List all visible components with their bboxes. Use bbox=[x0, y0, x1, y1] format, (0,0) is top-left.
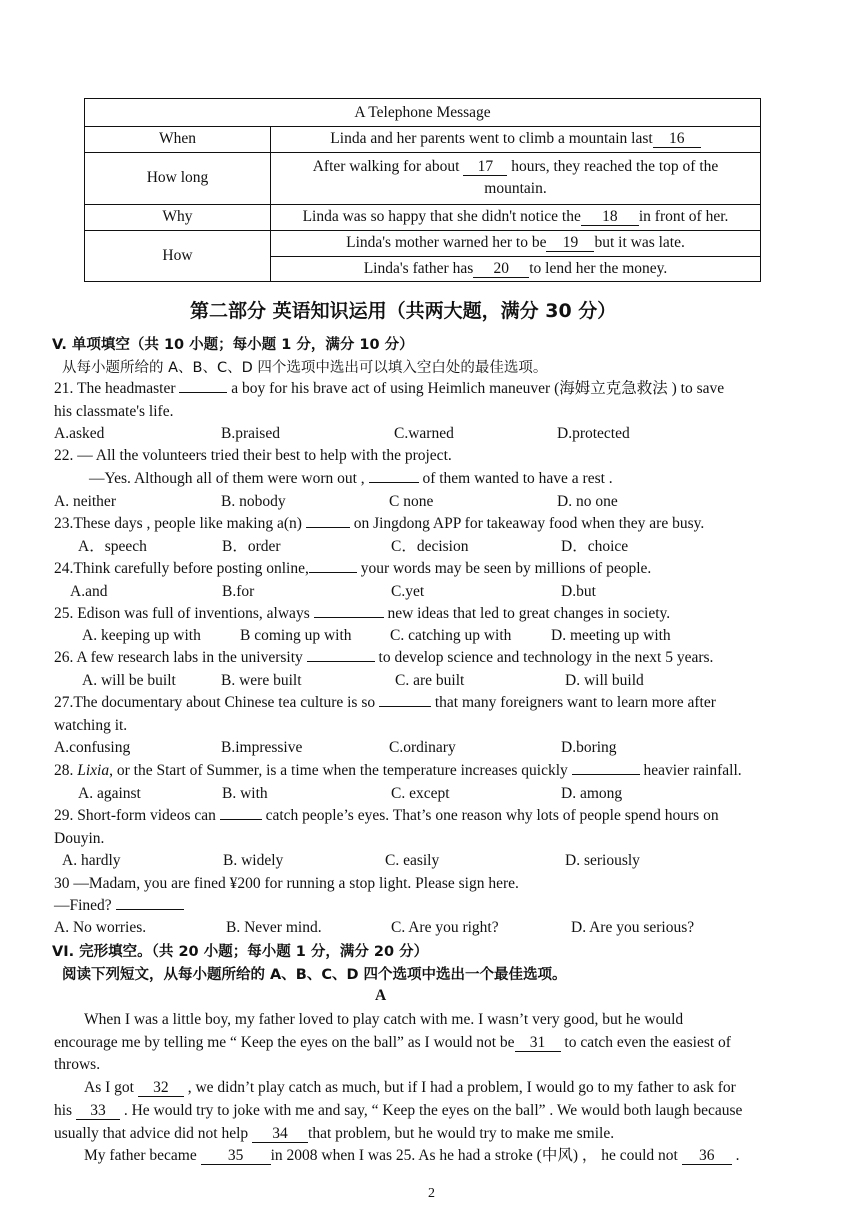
passage-line: usually that advice did not help 34 that problem, but he would try to make me smile. bbox=[54, 1125, 615, 1142]
question-29-stem: 29. Short-form videos can catch people’s eyes. That’s one reason why lots of people spend hours on bbox=[54, 807, 719, 824]
blank-16: 16 bbox=[653, 130, 701, 148]
q26-option-c: C. are built bbox=[395, 672, 465, 689]
table-cell: Linda and her parents went to climb a mountain last 16 bbox=[271, 126, 760, 152]
question-26-stem: 26. A few research labs in the university to develop science and technology in the next 5 years. bbox=[54, 649, 714, 666]
q29-option-c: C. easily bbox=[385, 852, 440, 869]
q27-option-d: D.boring bbox=[561, 739, 617, 756]
q24-option-c: C.yet bbox=[391, 583, 425, 600]
blank bbox=[116, 909, 184, 910]
question-23-stem: 23.These days , people like making a(n) on Jingdong APP for takeaway food when they are busy. bbox=[54, 515, 705, 532]
passage-line: encourage me by telling me “ Keep the eyes on the ball” as I would not be 31 to catch even the easiest of bbox=[54, 1034, 731, 1051]
question-29-stem-cont: Douyin. bbox=[54, 830, 105, 847]
question-22-stem-cont: —Yes. Although all of them were worn out , of them wanted to have a rest . bbox=[89, 470, 613, 487]
question-24-stem: 24.Think carefully before posting online, your words may be seen by millions of people. bbox=[54, 560, 652, 577]
blank bbox=[179, 392, 227, 393]
q21-option-b: B.praised bbox=[221, 425, 280, 442]
passage-line: his 33 . He would try to joke with me and say, “ Keep the eyes on the ball” . We would both laugh because bbox=[54, 1102, 743, 1119]
q27-option-b: B.impressive bbox=[221, 739, 303, 756]
q24-option-a: A.and bbox=[70, 583, 108, 600]
q26-option-a: A. will be built bbox=[82, 672, 176, 689]
q28-option-b: B. with bbox=[222, 785, 268, 802]
blank-32: 32 bbox=[138, 1079, 184, 1097]
blank bbox=[379, 706, 431, 707]
blank-35: 35 bbox=[201, 1147, 271, 1165]
blank-20: 20 bbox=[473, 260, 529, 278]
q27-option-a: A.confusing bbox=[54, 739, 131, 756]
table-row-label: How long bbox=[146, 169, 209, 186]
q23-option-b: B．order bbox=[222, 538, 281, 555]
blank-18: 18 bbox=[581, 208, 639, 226]
q29-option-a: A. hardly bbox=[62, 852, 121, 869]
passage-line: When I was a little boy, my father loved to play catch with me. I wasn’t very good, but he would bbox=[84, 1011, 684, 1028]
question-25-stem: 25. Edison was full of inventions, always new ideas that led to great changes in society. bbox=[54, 605, 671, 622]
q21-option-a: A.asked bbox=[54, 425, 105, 442]
blank-31: 31 bbox=[515, 1034, 561, 1052]
question-22-stem: 22. — All the volunteers tried their best to help with the project. bbox=[54, 447, 452, 464]
q23-option-a: A．speech bbox=[78, 538, 147, 555]
passage-line: throws. bbox=[54, 1056, 101, 1073]
q30-option-c: C. Are you right? bbox=[391, 919, 499, 936]
section6-instruction: 阅读下列短文，从每小题所给的 A、B、C、D 四个选项中选出一个最佳选项。 bbox=[62, 967, 567, 983]
question-21-stem-cont: his classmate's life. bbox=[54, 403, 174, 420]
q28-option-c: C. except bbox=[391, 785, 450, 802]
q25-option-b: B coming up with bbox=[240, 627, 352, 644]
question-21-stem: 21. The headmaster a boy for his brave act of using Heimlich maneuver (海姆立克急救法 ) to save bbox=[54, 380, 725, 397]
q26-option-b: B. were built bbox=[221, 672, 302, 689]
q22-option-c: C none bbox=[389, 493, 434, 510]
table-row-label: Why bbox=[162, 208, 193, 225]
table-cell: After walking for about 17 hours, they reached the top of the mountain. bbox=[312, 158, 719, 197]
table-row-label: When bbox=[158, 130, 196, 147]
q28-option-a: A. against bbox=[78, 785, 141, 802]
telephone-message-table bbox=[84, 98, 761, 282]
q21-option-d: D.protected bbox=[557, 425, 630, 442]
q22-option-b: B. nobody bbox=[221, 493, 286, 510]
q25-option-d: D. meeting up with bbox=[551, 627, 671, 644]
blank-36: 36 bbox=[682, 1147, 732, 1165]
q30-option-b: B. Never mind. bbox=[226, 919, 322, 936]
question-30-stem: 30 —Madam, you are fined ¥200 for running a stop light. Please sign here. bbox=[54, 875, 519, 892]
passage-label: A bbox=[375, 987, 387, 1004]
q29-option-d: D. seriously bbox=[565, 852, 640, 869]
q30-option-d: D. Are you serious? bbox=[571, 919, 695, 936]
question-30-stem-cont: —Fined? bbox=[54, 896, 184, 916]
blank bbox=[314, 617, 384, 618]
q30-option-a: A. No worries. bbox=[54, 919, 147, 936]
blank-33: 33 bbox=[76, 1102, 120, 1120]
q25-option-c: C. catching up with bbox=[390, 627, 512, 644]
blank bbox=[306, 527, 350, 528]
q22-option-a: A. neither bbox=[54, 493, 116, 510]
passage-line: My father became 35 in 2008 when I was 25. As he had a stroke (中风) ， he could not 36 . bbox=[84, 1147, 740, 1164]
part2-title: 第二部分 英语知识运用（共两大题，满分 30 分） bbox=[190, 300, 617, 322]
passage-line: As I got 32 , we didn’t play catch as much, but if I had a problem, I would go to my father to ask for bbox=[84, 1079, 736, 1096]
q26-option-d: D. will build bbox=[565, 672, 644, 689]
q23-option-d: D．choice bbox=[561, 538, 629, 555]
q24-option-b: B.for bbox=[222, 583, 255, 600]
q29-option-b: B. widely bbox=[223, 852, 284, 869]
blank-19: 19 bbox=[546, 234, 594, 252]
q25-option-a: A. keeping up with bbox=[82, 627, 201, 644]
q23-option-c: C．decision bbox=[391, 538, 469, 555]
table-cell: Linda's father has 20 to lend her the money. bbox=[363, 260, 668, 277]
question-27-stem: 27.The documentary about Chinese tea culture is so that many foreigners want to learn more after bbox=[54, 694, 716, 711]
q24-option-d: D.but bbox=[561, 583, 596, 600]
blank bbox=[369, 482, 419, 483]
page-number: 2 bbox=[428, 1186, 435, 1201]
q21-option-c: C.warned bbox=[394, 425, 454, 442]
blank bbox=[572, 774, 640, 775]
blank bbox=[309, 572, 357, 573]
blank-34: 34 bbox=[252, 1125, 308, 1143]
section5-instruction: 从每小题所给的 A、B、C、D 四个选项中选出可以填入空白处的最佳选项。 bbox=[62, 360, 548, 376]
question-28-stem: 28. Lixia, or the Start of Summer, is a time when the temperature increases quickly heavier rainfall. bbox=[54, 762, 742, 779]
q22-option-d: D. no one bbox=[557, 493, 618, 510]
blank bbox=[307, 661, 375, 662]
table-cell: Linda was so happy that she didn't notice the 18 in front of her. bbox=[302, 208, 729, 225]
table-cell: Linda's mother warned her to be 19 but it was late. bbox=[346, 234, 685, 251]
table-row-label: How bbox=[162, 247, 193, 264]
q27-option-c: C.ordinary bbox=[389, 739, 456, 756]
question-27-stem-cont: watching it. bbox=[54, 717, 128, 734]
q28-option-d: D. among bbox=[561, 785, 623, 802]
blank bbox=[220, 819, 262, 820]
section5-heading: V. 单项填空（共 10 小题；每小题 1 分，满分 10 分） bbox=[52, 337, 414, 353]
blank-17: 17 bbox=[463, 158, 507, 176]
section6-heading: VI. 完形填空。（共 20 小题；每小题 1 分，满分 20 分） bbox=[52, 944, 429, 960]
table-title: A Telephone Message bbox=[354, 103, 491, 121]
